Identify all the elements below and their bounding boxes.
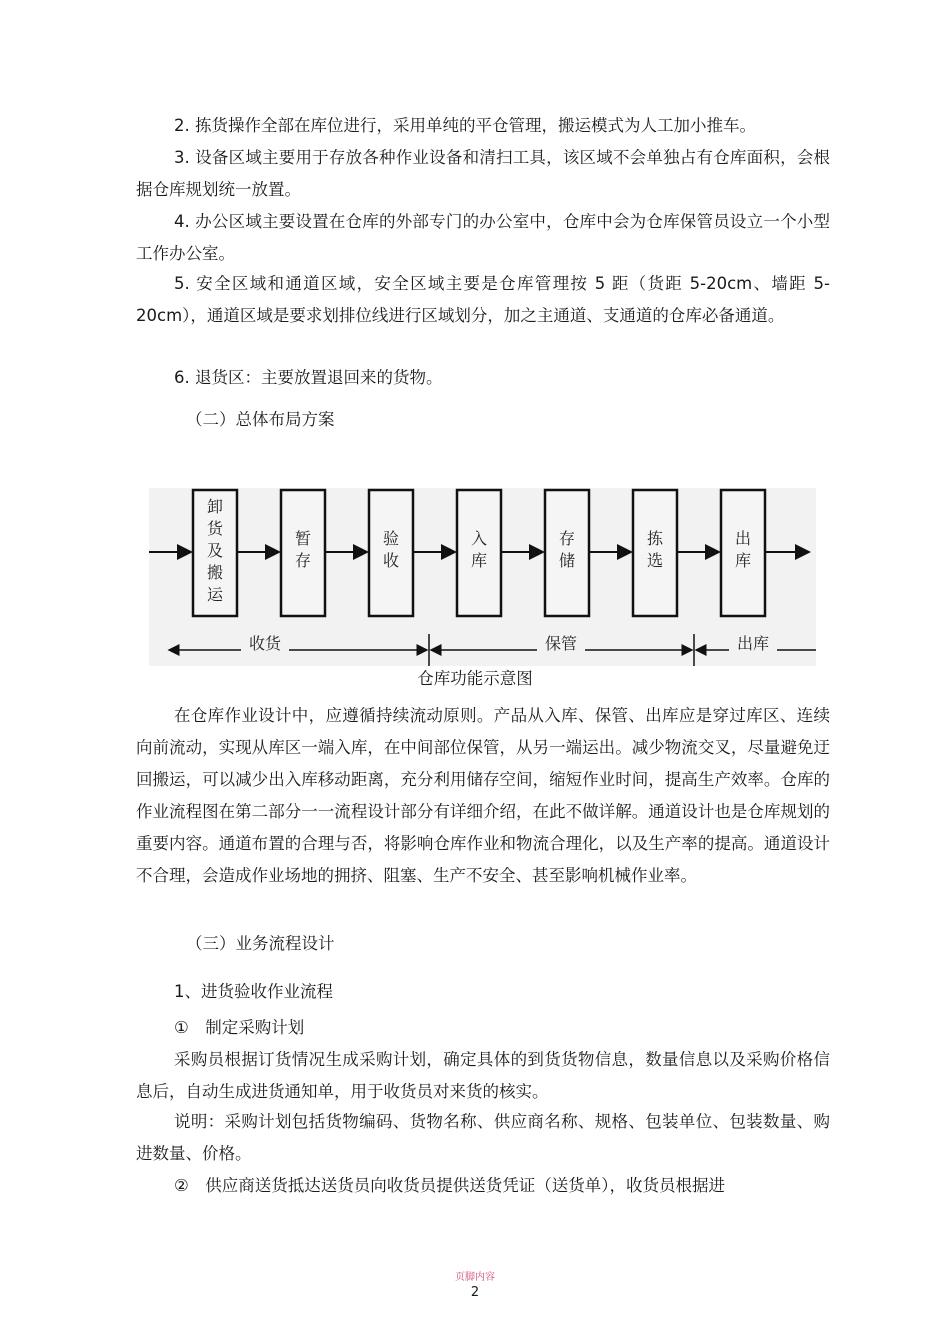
purchase-plan-paragraph: 采购员根据订货情况生成采购计划，确定具体的到货货物信息，数量信息以及采购价格信息后，自动生成进货通知单，用于收货员对来货的核实。 [136, 1050, 830, 1101]
paragraph-item-4: 4. 办公区域主要设置在仓库的外部专门的办公室中，仓库中会为仓库保管员设立一个小型工作办公室。 [136, 212, 830, 263]
paragraph-item-6: 6. 退货区：主要放置退回来的货物。 [174, 368, 443, 387]
box-label-outbound: 出库 [734, 529, 752, 570]
page-number: 2 [470, 1285, 480, 1300]
footer-note: 页脚内容 [455, 1272, 495, 1283]
phase-label-keep: 保管 [544, 634, 578, 653]
box-label-inspection: 验收 [382, 529, 400, 570]
warehouse-function-diagram [149, 488, 816, 666]
box-label-picking: 拣选 [646, 529, 664, 570]
box-label-temp-storage: 暂存 [294, 529, 312, 570]
subsection-heading-receiving: 1、进货验收作业流程 [174, 982, 333, 1001]
step-item-1: ① 制定采购计划 [174, 1018, 305, 1037]
box-label-unload: 卸货及搬运 [206, 497, 224, 604]
section-heading-process: （三）业务流程设计 [186, 934, 335, 953]
purchase-plan-note: 说明：采购计划包括货物编码、货物名称、供应商名称、规格、包装单位、包装数量、购进数量、价格。 [136, 1112, 830, 1163]
box-label-inbound: 入库 [470, 529, 488, 570]
paragraph-item-3: 3. 设备区域主要用于存放各种作业设备和清扫工具，该区域不会单独占有仓库面积，会根据仓库规划统一放置。 [136, 148, 830, 199]
phase-label-ship: 出库 [736, 634, 770, 653]
step-item-2: ② 供应商送货抵达送货员向收货员提供送货凭证（送货单），收货员根据进 [174, 1176, 726, 1195]
box-label-storage: 存储 [558, 529, 576, 570]
diagram-caption: 仓库功能示意图 [417, 669, 533, 688]
paragraph-item-5: 5. 安全区域和通道区域，安全区域主要是仓库管理按 5 距（货距 5-20cm、墙距 5-20cm），通道区域是要求划排位线进行区域划分，加之主通道、支通道的仓库必备通道。 [136, 274, 830, 325]
phase-label-receive: 收货 [248, 634, 282, 653]
section-heading-layout: （二）总体布局方案 [186, 410, 335, 429]
paragraph-item-2: 2. 拣货操作全部在库位进行，采用单纯的平仓管理，搬运模式为人工加小推车。 [174, 116, 756, 135]
layout-body-paragraph: 在仓库作业设计中，应遵循持续流动原则。产品从入库、保管、出库应是穿过库区、连续向前流动，实现从库区一端入库，在中间部位保管，从另一端运出。减少物流交叉，尽量避免迂回搬运，可以减少出入库移动距离，充分利用储存空间，缩短作业时间，提高生产效率。仓库的作业流程图在第二部分一一流程设计部分有详细介绍，在此不做详解。通道设计也是仓库规划的重要内容。通道布置的合理与否，将影响仓库作业和物流合理化，以及生产率的提高。通道设计不合理，会造成作业场地的拥挤、阻塞、生产不安全、甚至影响机械作业率。 [136, 706, 830, 885]
